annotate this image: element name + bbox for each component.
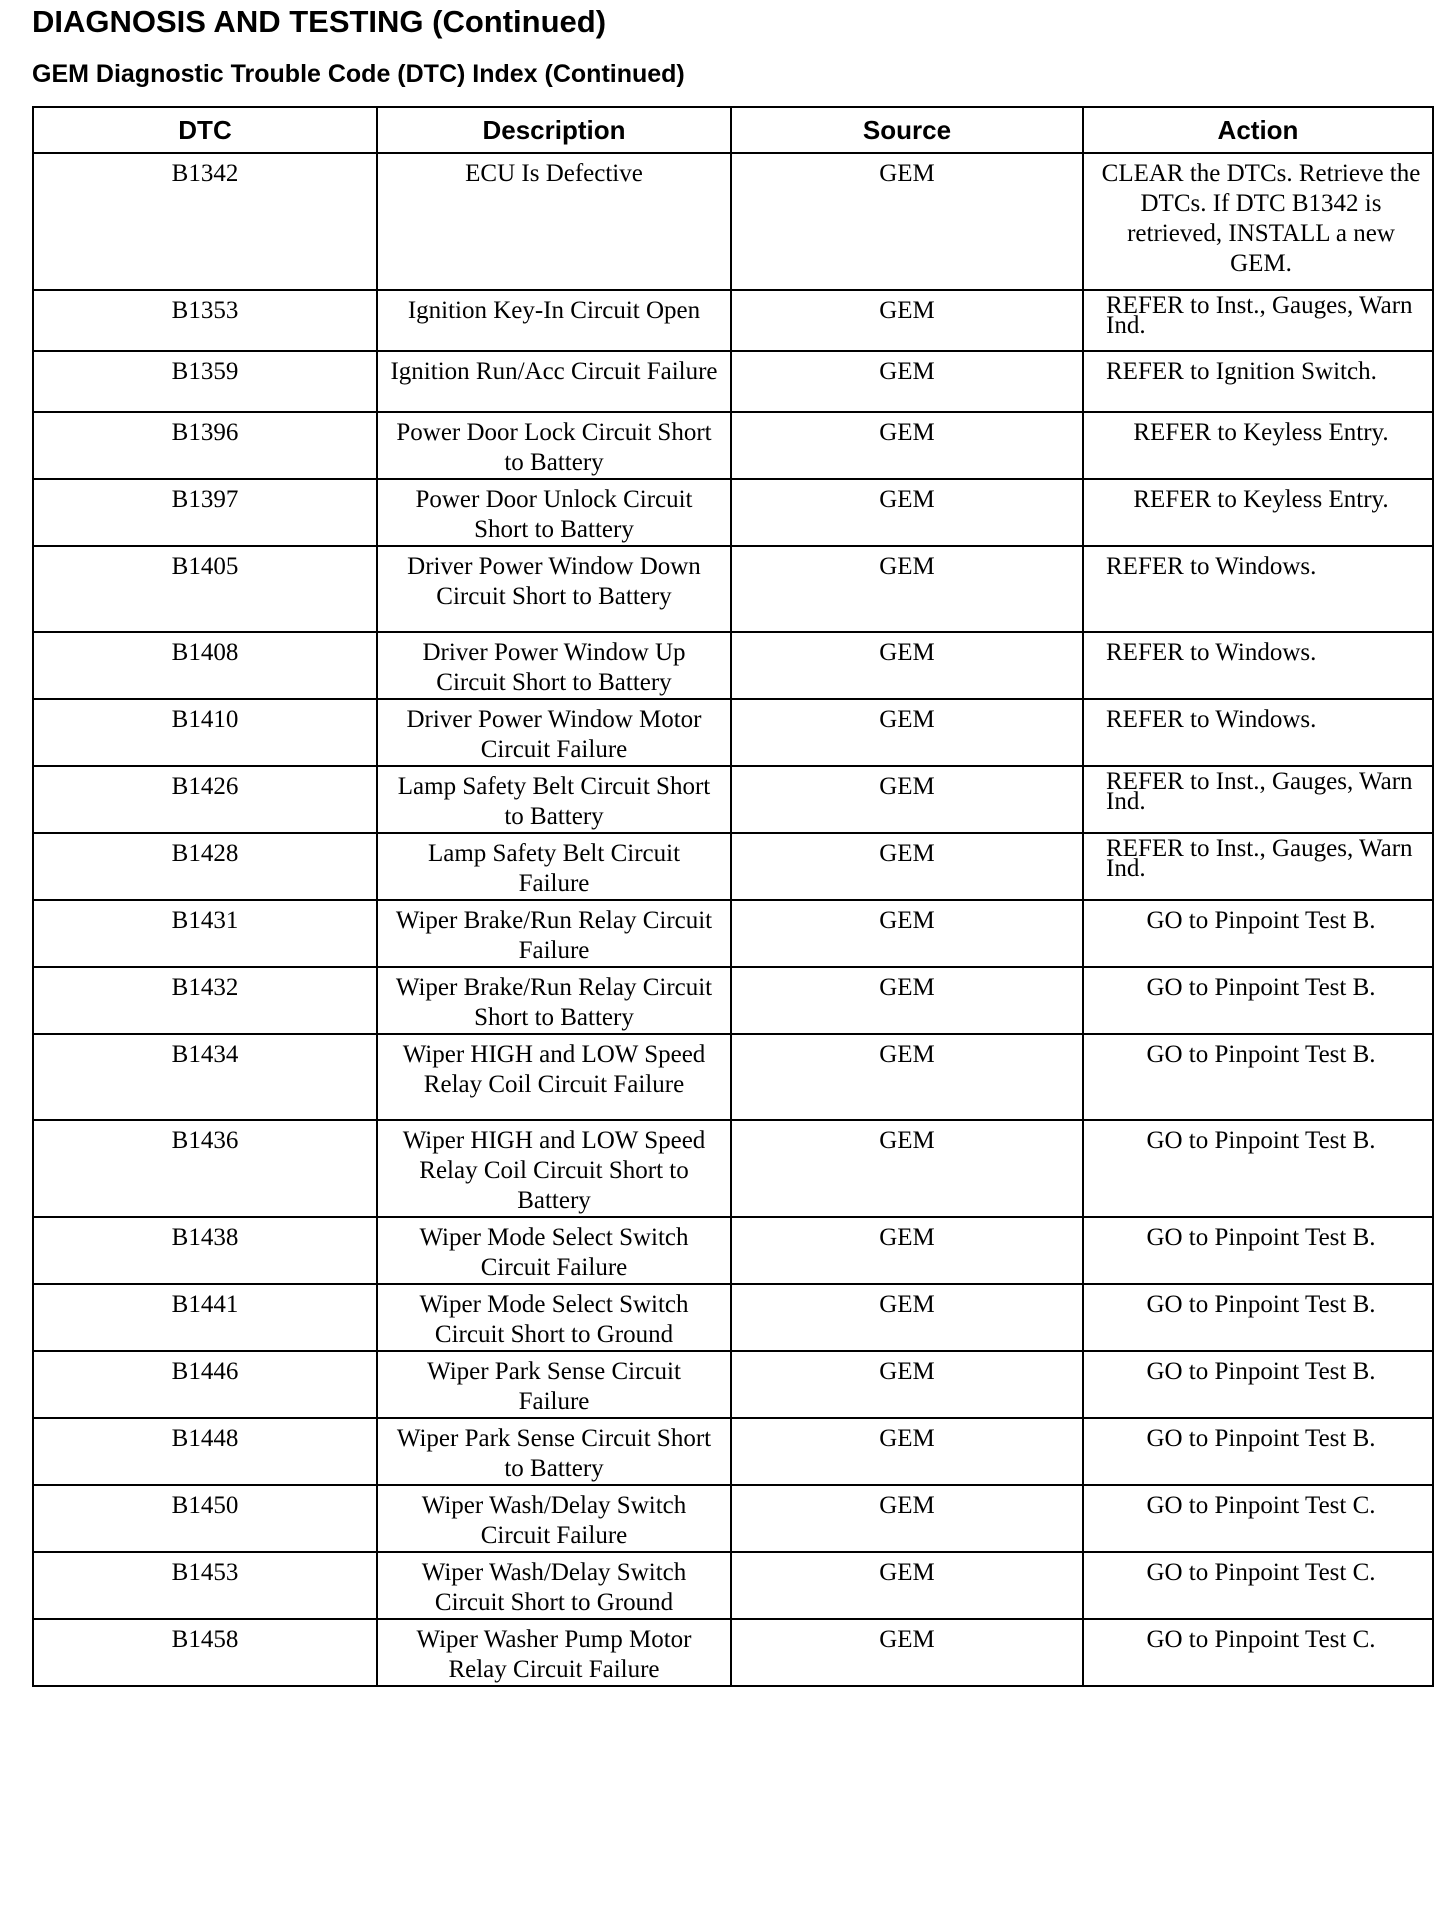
cell-source: GEM — [731, 351, 1083, 412]
cell-description: Wiper HIGH and LOW Speed Relay Coil Circuit Failure — [377, 1034, 731, 1120]
cell-dtc: B1342 — [33, 153, 377, 290]
cell-source: GEM — [731, 1217, 1083, 1284]
table-row — [33, 1034, 1433, 1120]
cell-description: Wiper Brake/Run Relay Circuit Short to Battery — [377, 967, 731, 1034]
cell-action: REFER to Windows. — [1083, 546, 1433, 632]
cell-source: GEM — [731, 1351, 1083, 1418]
table-row — [33, 699, 1433, 766]
cell-action: GO to Pinpoint Test C. — [1083, 1485, 1433, 1552]
cell-description: Driver Power Window Up Circuit Short to Battery — [377, 632, 731, 699]
table-row — [33, 833, 1433, 900]
table-row — [33, 1418, 1433, 1485]
page-title: DIAGNOSIS AND TESTING (Continued) — [32, 4, 607, 39]
cell-action: GO to Pinpoint Test B. — [1083, 1120, 1433, 1217]
cell-source: GEM — [731, 153, 1083, 290]
column-header-description: Description — [377, 107, 731, 153]
cell-description: Wiper Mode Select Switch Circuit Failure — [377, 1217, 731, 1284]
cell-description: Driver Power Window Down Circuit Short to Battery — [377, 546, 731, 632]
cell-dtc: B1432 — [33, 967, 377, 1034]
table-row — [33, 1485, 1433, 1552]
cell-description: Wiper Park Sense Circuit Short to Battery — [377, 1418, 731, 1485]
table-row — [33, 351, 1433, 412]
cell-description: Lamp Safety Belt Circuit Failure — [377, 833, 731, 900]
cell-source: GEM — [731, 1552, 1083, 1619]
table-row — [33, 632, 1433, 699]
cell-action: REFER to Windows. — [1083, 699, 1433, 766]
cell-dtc: B1359 — [33, 351, 377, 412]
cell-source: GEM — [731, 546, 1083, 632]
cell-action: GO to Pinpoint Test C. — [1083, 1552, 1433, 1619]
cell-description: Wiper Mode Select Switch Circuit Short to Ground — [377, 1284, 731, 1351]
table-row — [33, 766, 1433, 833]
cell-description: Wiper Wash/Delay Switch Circuit Failure — [377, 1485, 731, 1552]
cell-dtc: B1458 — [33, 1619, 377, 1686]
cell-action: GO to Pinpoint Test B. — [1083, 1351, 1433, 1418]
cell-action: REFER to Keyless Entry. — [1083, 479, 1433, 546]
column-header-source: Source — [731, 107, 1083, 153]
cell-action: REFER to Inst., Gauges, Warn Ind. — [1083, 766, 1433, 833]
table-row — [33, 1217, 1433, 1284]
cell-action: GO to Pinpoint Test B. — [1083, 900, 1433, 967]
cell-source: GEM — [731, 1418, 1083, 1485]
cell-description: Wiper Brake/Run Relay Circuit Failure — [377, 900, 731, 967]
cell-description: Lamp Safety Belt Circuit Short to Battery — [377, 766, 731, 833]
cell-action: GO to Pinpoint Test B. — [1083, 1284, 1433, 1351]
cell-dtc: B1450 — [33, 1485, 377, 1552]
cell-description: Wiper HIGH and LOW Speed Relay Coil Circuit Short to Battery — [377, 1120, 731, 1217]
cell-dtc: B1436 — [33, 1120, 377, 1217]
table-row — [33, 290, 1433, 351]
cell-action: GO to Pinpoint Test B. — [1083, 967, 1433, 1034]
cell-description: Wiper Washer Pump Motor Relay Circuit Failure — [377, 1619, 731, 1686]
table-row — [33, 1619, 1433, 1686]
cell-dtc: B1446 — [33, 1351, 377, 1418]
cell-action: REFER to Windows. — [1083, 632, 1433, 699]
cell-dtc: B1426 — [33, 766, 377, 833]
cell-source: GEM — [731, 1485, 1083, 1552]
column-header-action: Action — [1083, 107, 1433, 153]
cell-source: GEM — [731, 632, 1083, 699]
cell-source: GEM — [731, 412, 1083, 479]
cell-description: Wiper Park Sense Circuit Failure — [377, 1351, 731, 1418]
table-row — [33, 546, 1433, 632]
cell-action: GO to Pinpoint Test B. — [1083, 1217, 1433, 1284]
cell-dtc: B1397 — [33, 479, 377, 546]
cell-action: REFER to Ignition Switch. — [1083, 351, 1433, 412]
table-row — [33, 900, 1433, 967]
cell-source: GEM — [731, 1120, 1083, 1217]
table-row — [33, 1120, 1433, 1217]
cell-description: Power Door Unlock Circuit Short to Battery — [377, 479, 731, 546]
cell-description: Wiper Wash/Delay Switch Circuit Short to Ground — [377, 1552, 731, 1619]
cell-source: GEM — [731, 1034, 1083, 1120]
table-row — [33, 412, 1433, 479]
cell-action: GO to Pinpoint Test B. — [1083, 1418, 1433, 1485]
table-row — [33, 153, 1433, 290]
cell-dtc: B1410 — [33, 699, 377, 766]
cell-dtc: B1441 — [33, 1284, 377, 1351]
table-row — [33, 1284, 1433, 1351]
table-row — [33, 1552, 1433, 1619]
cell-action: GO to Pinpoint Test C. — [1083, 1619, 1433, 1686]
dtc-index-table — [32, 106, 1434, 1687]
cell-description: Ignition Run/Acc Circuit Failure — [377, 351, 731, 412]
cell-action: REFER to Keyless Entry. — [1083, 412, 1433, 479]
cell-source: GEM — [731, 1284, 1083, 1351]
cell-action: GO to Pinpoint Test B. — [1083, 1034, 1433, 1120]
cell-dtc: B1405 — [33, 546, 377, 632]
table-body — [33, 153, 1433, 1686]
cell-action: REFER to Inst., Gauges, Warn Ind. — [1083, 290, 1433, 351]
cell-dtc: B1408 — [33, 632, 377, 699]
cell-source: GEM — [731, 1619, 1083, 1686]
cell-source: GEM — [731, 900, 1083, 967]
column-header-dtc: DTC — [33, 107, 377, 153]
table-row — [33, 967, 1433, 1034]
cell-description: Driver Power Window Motor Circuit Failure — [377, 699, 731, 766]
cell-source: GEM — [731, 967, 1083, 1034]
cell-dtc: B1428 — [33, 833, 377, 900]
cell-source: GEM — [731, 833, 1083, 900]
cell-dtc: B1453 — [33, 1552, 377, 1619]
cell-description: ECU Is Defective — [377, 153, 731, 290]
cell-dtc: B1431 — [33, 900, 377, 967]
cell-dtc: B1438 — [33, 1217, 377, 1284]
cell-source: GEM — [731, 290, 1083, 351]
table-title: GEM Diagnostic Trouble Code (DTC) Index (Continued) — [32, 60, 685, 88]
cell-dtc: B1353 — [33, 290, 377, 351]
cell-source: GEM — [731, 699, 1083, 766]
table-row — [33, 479, 1433, 546]
table-row — [33, 1351, 1433, 1418]
cell-source: GEM — [731, 766, 1083, 833]
cell-dtc: B1434 — [33, 1034, 377, 1120]
cell-description: Ignition Key-In Circuit Open — [377, 290, 731, 351]
cell-action: CLEAR the DTCs. Retrieve the DTCs. If DTC B1342 is retrieved, INSTALL a new GEM. — [1083, 153, 1433, 290]
table-header-row — [33, 107, 1433, 153]
cell-dtc: B1448 — [33, 1418, 377, 1485]
cell-action: REFER to Inst., Gauges, Warn Ind. — [1083, 833, 1433, 900]
cell-dtc: B1396 — [33, 412, 377, 479]
cell-source: GEM — [731, 479, 1083, 546]
cell-description: Power Door Lock Circuit Short to Battery — [377, 412, 731, 479]
